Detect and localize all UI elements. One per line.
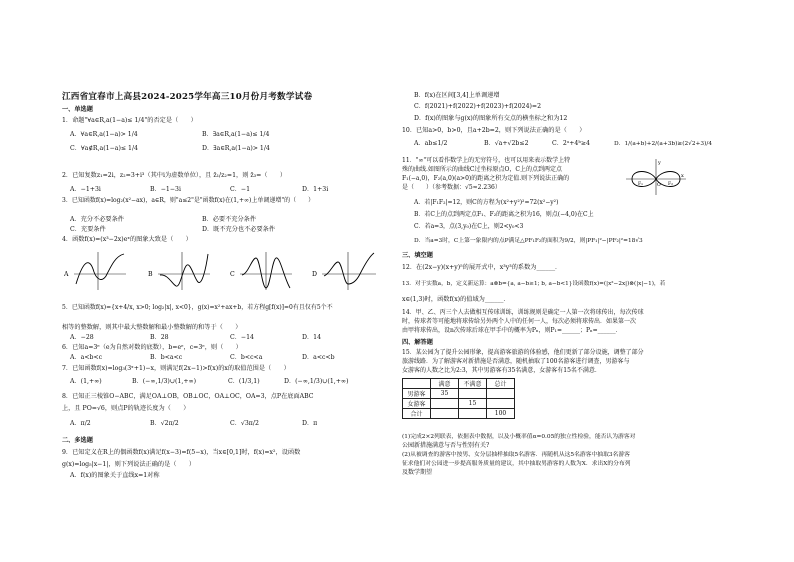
q6-option-a: A．a<b<c — [70, 354, 103, 361]
q9-option-c: C．f(2021)+f(2022)+f(2023)+f(2024)=2 — [414, 103, 542, 110]
question-13: 13．对于实数a，b，定义新运算：a⊗b={a, a−b≥1; b, a−b<1}设函数f(x)=(|x²−2x|)⊗(|x|−1)，若 — [402, 281, 666, 287]
question-15: 15．某公园为了提升公园形象，提高游客旅游的体验感，他们更新了部分设施，调整了部分 — [402, 349, 644, 356]
table-row — [403, 409, 515, 419]
q6-option-d: D．a<c<b — [302, 354, 335, 361]
q9-option-a: A．f(x)的图象关于直线x=1对称 — [70, 472, 160, 479]
question-2: 2．已知复数z₁=2i，z₂=3+i³（其中i为虚数单位），且 z̄₁/z₂=1，则 z̄₃=（ ） — [62, 172, 287, 179]
q10-option-a: A．ab≤1/2 — [414, 140, 448, 147]
graph-label-a: A — [64, 271, 69, 278]
contingency-table — [402, 378, 515, 419]
table-cell — [431, 399, 459, 409]
question-15-l2: 旅游线路．为了解游客对新措施是否满意，随机抽取了100名游客进行调查，男游客与 — [402, 358, 630, 365]
question-1: 1．命题"∀a∈R,a(1−a)≤ 1/4"的否定是（ ） — [62, 117, 197, 124]
table-cell: 15 — [459, 399, 487, 409]
section-solve: 四、解答题 — [402, 339, 433, 346]
exam-title: 江西省宜春市上高县2024-2025学年高三10月份月考数学试卷 — [62, 92, 313, 102]
question-14-l3: 由甲将球传出，设n次传球后球在甲手中的概率为Pₙ，则P₁=______；Pₙ=______． — [402, 327, 622, 334]
table-cell — [487, 389, 515, 399]
q4-graph-a — [64, 252, 126, 290]
q5-option-d: D．14 — [302, 334, 322, 341]
q3-option-a: A．充分不必要条件 — [70, 216, 124, 223]
q3-option-d: D．既不充分也不必要条件 — [202, 226, 276, 233]
q9-option-d: D．f(x)的图象与g(x)的图象所有交点的横坐标之和为12 — [414, 115, 568, 122]
table-header-cell: 满意 — [431, 379, 459, 389]
table-cell — [487, 399, 515, 409]
question-9: 9．已知定义在R上的偶函数f(x)满足f(x−3)=f(5−x)，当x∈[0,1]时，f(x)=x²，设函数 — [62, 449, 301, 456]
f1-label: F₁ — [638, 182, 643, 187]
q8-option-d: D．π — [302, 420, 318, 427]
q11-option-a: A．若|F₁F₂|=12，则C的方程为(x²+y²)²=72(x²−y²) — [414, 199, 559, 206]
q7-option-b: B．(−∞,1/3)∪(1,+∞) — [132, 378, 197, 385]
q15-part-2: (2)从被调查的游客中按男、女分层抽样抽取5名游客．再随机从这5名游客中抽取3名游客 — [402, 452, 630, 458]
section-fill-blank: 三、填空题 — [402, 252, 433, 259]
question-15-l3: 女游客的人数之比为2:3，其中男游客有35名满意，女游客有15名不满意． — [402, 367, 601, 374]
q15-part-1: (1)完成2×2列联表，依据表中数据，以及小概率值α=0.05的独立性检验，能否认为游客对 — [402, 434, 636, 440]
question-11-l3: F₁(−a,0)，F₂(a,0)(a>0)的距离之积为定值.则下列说法正确的 — [402, 175, 570, 182]
table-row — [403, 399, 515, 409]
table-header-row — [403, 379, 515, 389]
question-9-cont: g(x)=log₅|x−1|，则下列说法正确的是（ ） — [62, 461, 196, 468]
table-header-cell — [403, 379, 431, 389]
table-row — [403, 389, 515, 399]
q5-option-a: A．−28 — [70, 334, 94, 341]
lemniscate-figure — [624, 157, 688, 197]
graph-label-d: D — [312, 271, 317, 278]
table-cell: 35 — [431, 389, 459, 399]
question-12: 12．在(2x−y)(x+y)⁵的展开式中，x³y³的系数为______． — [402, 264, 562, 271]
q15-part-2-l3: 及数学期望 — [402, 469, 433, 476]
table-cell — [459, 389, 487, 399]
question-14-l2: 时，传球者等可能地将球传给另外两个人中的任何一人，每次必须将球传出．如果第一次 — [402, 318, 637, 325]
graph-label-c: C — [230, 271, 235, 278]
section-multi-choice: 二、多选题 — [62, 437, 93, 444]
q4-graph-c — [230, 252, 292, 290]
q15-part-2-l2: 征求他们对公园进一步提高服务质量的建议，其中抽取男游客的人数为X．求出X的分布列 — [402, 461, 631, 467]
q11-option-d: D．当a=3时，C上第一象限内的点P满足△PF₁F₂的面积为9/2，则|PF₁|²−|PF₂|²=18√3 — [414, 238, 643, 244]
table-header-cell: 总计 — [487, 379, 515, 389]
q2-option-d: D．1+3i — [302, 186, 329, 193]
question-13-cont: x∈(1,3)时，函数f(x)的值域为______． — [402, 296, 510, 303]
table-cell — [431, 409, 459, 419]
question-10: 10．已知a>0，b>0，且a+2b=2，则下列说法正确的是（ ） — [402, 127, 586, 134]
table-cell: 男游客 — [403, 389, 431, 399]
question-14: 14．甲、乙、丙三个人去做相互传球训练，训练规则是确定一人第一次将球传出，每次传球 — [402, 309, 644, 316]
y-axis-label: y — [658, 160, 661, 166]
table-cell — [459, 409, 487, 419]
q7-option-d: D．(−∞,1/3)∪(1,+∞) — [284, 378, 349, 385]
q1-option-b: B．∃a∈R,a(1−a)≤ 1/4 — [202, 131, 270, 138]
question-7: 7．已知函数f(x)=log₃(3ˣ+1)−x，则满足f(2x−1)>f(x)的x的取值范围是（ ） — [62, 365, 290, 372]
q10-option-c: C．2ᵃ+4ᵇ≥4 — [552, 140, 590, 147]
question-5: 5．已知函数f(x)={x+4/x, x>0; log₂|x|, x<0}，g(x)=x²+ax+b，若方程g[f(x)]=0有且仅有5个不 — [62, 304, 333, 311]
graph-label-b: B — [148, 271, 153, 278]
q2-option-c: C．−1 — [230, 186, 251, 193]
q11-option-b: B．若C上的点到两定点F₁、F₂的距离之积为16，则点(−4,0)在C上 — [414, 211, 594, 218]
f2-label: F₂ — [668, 182, 673, 187]
question-11-l4: 是（ ）（参考数据：√5≈2.236） — [402, 184, 501, 191]
q2-option-a: A．−1+3i — [70, 186, 101, 193]
q1-option-d: D．∃a∈R,a(1−a)> 1/4 — [202, 145, 270, 152]
question-4: 4．函数f(x)=(x³−2x)eˣ的图象大致是（ ） — [62, 236, 192, 243]
question-6: 6．已知a=3ᵉ（e为自然对数的底数），b=eᵉ，c=3ᵉ，则（ ） — [62, 344, 242, 351]
question-5-cont: 相等的整数解，则其中最大整数解和最小整数解的和等于（ ） — [62, 324, 242, 331]
q11-option-c: C．若a=3，点(3,y₀)在C上，则2<y₀<3 — [414, 223, 524, 230]
section-single-choice: 一、单选题 — [62, 106, 93, 113]
question-8: 8．已知正三棱锥O−ABC，满足OA⊥OB，OB⊥OC，OA⊥OC，OA=3，点P在底面ABC — [62, 393, 314, 400]
x-axis-label: x — [681, 173, 684, 179]
q8-option-c: C．√3π/2 — [230, 420, 259, 427]
q15-part-1-cont: 公园新措施满意与否与性别有关? — [402, 442, 490, 449]
q4-graphs — [64, 248, 394, 292]
q10-option-d: D．1/(a+b)+2/(a+3b)≥(2√2+3)/4 — [614, 141, 713, 147]
q1-option-a: A．∀a∈R,a(1−a)> 1/4 — [70, 131, 138, 138]
q8-option-b: B．√2π/2 — [150, 420, 179, 427]
q1-option-c: C．∀a∉R,a(1−a)≤ 1/4 — [70, 145, 138, 152]
table-cell: 合计 — [403, 409, 431, 419]
q4-graph-b — [148, 252, 210, 290]
question-11: 11．"∞"可以看作数学上的无穷符号，也可以用来表示数学上特 — [402, 157, 571, 164]
table-cell: 100 — [487, 409, 515, 419]
q6-option-b: B．b<a<c — [150, 354, 183, 361]
q7-option-c: C．(1/3,1) — [228, 378, 260, 385]
q3-option-b: B．必要不充分条件 — [202, 216, 257, 223]
q10-option-b: B．√a+√2b≤2 — [484, 140, 529, 147]
question-11-l2: 殊的曲线.如图所示的曲线C过坐标原点O，C上的点到两定点 — [402, 166, 563, 173]
question-8-cont: 上，且 PO=√6，则点P的轨迹长度为（ ） — [62, 405, 190, 412]
table-header-cell: 不满意 — [459, 379, 487, 389]
q5-option-b: B．28 — [150, 334, 169, 341]
q4-graph-d — [312, 252, 376, 290]
q9-option-b: B．f(x)在区间[3,4]上单调递增 — [414, 92, 500, 99]
q5-option-c: C．−14 — [230, 334, 254, 341]
q8-option-a: A．π/2 — [70, 420, 91, 427]
question-3: 3．已知函数f(x)=log₂(x²−ax)，a∈R，则"a≤2"是"函数f(x)在(1,+∞)上单调递增"的（ ） — [62, 197, 315, 204]
q3-option-c: C．充要条件 — [70, 226, 106, 233]
q7-option-a: A．(1,+∞) — [70, 378, 102, 385]
table-cell: 女游客 — [403, 399, 431, 409]
q2-option-b: B．−1−3i — [150, 186, 181, 193]
origin-label: O — [657, 183, 661, 188]
q6-option-c: C．b<c<a — [230, 354, 263, 361]
